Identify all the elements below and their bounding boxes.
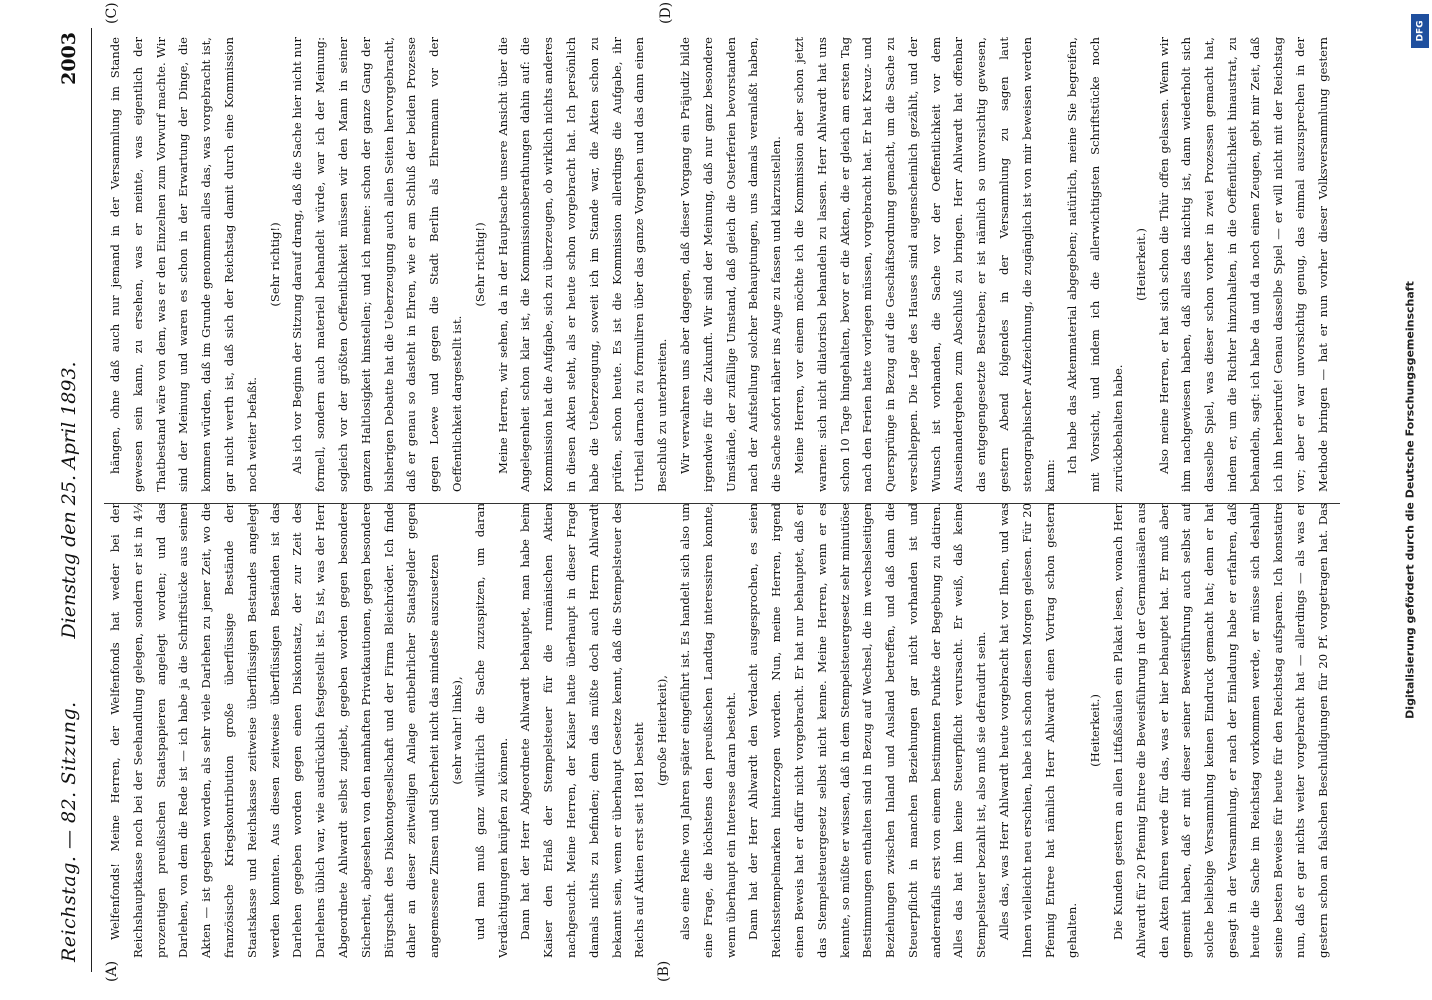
right-column-paragraph: Wir verwahren uns aber dagegen, daß dieser Vorgang ein Präjudiz bilde irgendwie für die Zukunft. Wir sind der Meinung, daß nur ganz besondere Umstände, der zufällige Umstand, daß gleich die Osterferien bevorstanden nach der Aufstellung solcher Behauptungen, uns damals veranlaßt haben, die Sache sofort näher ins Auge zu fassen und klarzustellen. xyxy=(677,37,784,492)
right-column-paragraph: (Sehr richtig!) xyxy=(267,222,282,307)
right-column-paragraph: hängen, ohne daß auch nur jemand in der Versammlung im Stande gewesen sein kann, zu ersehen, was er meinte, was eigentlich der Thatbestand wäre von dem, was er den Einzelnen zum Vorwurf machte. Wir sind der Meinung und waren es schon in der Erwartung der Dinge, die kommen würden, daß im Grunde genommen alles das, was vorgebracht ist, gar nicht werth ist, daß sich der Reichstag damit durch eine Kommission noch weiter befaßt. xyxy=(108,37,259,492)
credit-text: Digitalisierung gefördert durch die Deutsche Forschungsgemeinschaft xyxy=(1403,281,1417,719)
margin-mark-b: (B) xyxy=(656,960,672,982)
header-rule xyxy=(91,28,92,972)
column-divider xyxy=(104,503,1340,504)
left-column xyxy=(104,503,1340,958)
right-column-paragraph: Meine Herren, vor einem möchte ich die Kommission aber schon jetzt warnen: sich nicht dilatorisch behandeln zu lassen. Herr Ahlwardt hat uns schon 10 Tage hingehalten, bevor er die Akten, die er gleich am ersten Tag nach den Ferien hatte vorlegen müssen, vorgebracht hat. Er hat Kreuz- und Quersprünge in Bezug auf die Geschäftsordnung gemacht, um die Sache zu verschleppen. Die Lage des Hauses sind augenscheinlich gezählt, und der Wunsch ist vorhanden, die Sache vor der Oeffentlichkeit vor dem Auseinandergehen zum Abschluß zu bringen. Herr Ahlwardt hat offenbar das entgegengesetzte Bestreben; er ist nämlich so unvorsichtig gewesen, gestern Abend folgendes in der Versammlung zu sagen laut stenographischer Aufzeichnung, die zugänglich ist von mir beweisen werden kann: xyxy=(791,37,1057,492)
dfg-logo xyxy=(1411,14,1429,48)
left-column-paragraph: Die Kunden gestern an allen Litfaßsäulen ein Plakat lesen, wonach Herr Ahlwardt für 20 Pfennig Entree die Beweisführung in der Germaniasälen aus den Akten führen werde für das, was er hier behauptet hat. Er muß aber gemeint haben, daß er mit dieser seiner Beweisführung auch selbst auf solche beliebige Versammlung keinen Eindruck gemacht hat; denn er hat gesagt in der Versammlung, er nach der Einladung habe er erfahren, daß heute die Sache im Reichstag vorkommen werde, er müsse sich deshalb seine besten Beweise für heute für den Reichstag aufsparen. Ich konstatire nun, daß er gar nichts weiter vorgebracht hat — allerdings — als was er gestern schon an falschen Beschuldigungen für 20 Pf. vorgetragen hat. Das xyxy=(1111,503,1331,958)
right-column-paragraph: Also meine Herren, er hat sich schon die Thür offen gelassen. Wenn wir ihm nachgewiesen haben, daß alles das nichtig ist, dann wiederholt sich dasselbe Spiel, was dieser schon vorher in zwei Prozessen gemacht hat, indem er, um die Richter hinzuhalten, in die Oeffentlichkeit hinaustrat, zu behandeln, sagt: ich habe da und da noch einen Zeugen, gebt mir Zeit, daß ich ihn herbeirufe! Genau dasselbe Spiel — er will nicht mit der Reichstag vor; aber er war unvorsichtig genug, das einmal auszusprechen in der Methode bringen — hat er nun vorher dieser Volksversammlung gestern xyxy=(1156,37,1331,492)
left-column-paragraph: Dann hat der Herr Ahlwardt den Verdacht ausgesprochen, es seien Reichsstempelmarken hinterzogen worden. Nun, meine Herren, irgend einen Beweis hat er dafür nicht vorgebracht. Er hat nur behauptet, daß er das Stempelsteuergesetz selbst nicht kenne. Meine Herren, wenn er es kennte, so müßte er wissen, daß in dem Stempelsteuergesetz sehr minutiöse Bestimmungen enthalten sind in Bezug auf Wechsel, die im wechselseitigen Beziehungen zwischen Inland und Ausland betreffen, und daß dann die Steuerpflicht in manchen Beziehungen gar nicht vorhanden ist und anderenfalls erst von einem bestimmten Punkte der Begebung zu datiren. Alles das hat ihm keine Steuerpflicht verursacht. Er weiß, daß keine Stempelsteuer bezahlt ist, also muß sie defraudirt sein. xyxy=(746,503,989,958)
right-column-paragraph: Meine Herren, wir sehen, da in der Hauptsache unsere Ansicht über die Angelegenheit schon klar ist, die Kommissionsberathungen dahin auf: die Kommission hat die Aufgabe, sich zu überzeugen, ob wirklich nichts anderes in diesen Akten steht, als er heute schon vorgebracht hat. Ich persönlich habe die Ueberzeugung, soweit ich im Stande war, die Akten schon zu prüfen, schon heute. Es ist die Kommission allerdings die Aufgabe, ihr Urtheil darnach zu formuliren über das ganze Vorgehen und das dann einen Beschluß zu unterbreiten. xyxy=(495,37,670,492)
margin-mark-c: (C) xyxy=(104,2,120,24)
margin-mark-a: (A) xyxy=(104,960,120,982)
digitization-credit xyxy=(1388,0,1432,1000)
left-column-paragraph: Dann hat der Herr Abgeordnete Ahlwardt behauptet, man habe beim Kaiser den Erlaß der Stempelsteuer für die rumänischen Aktien nachgesucht. Meine Herren, der Kaiser hatte überhaupt in dieser Frage damals nichts zu befinden; denn das müßte doch auch Herrn Ahlwardt bekannt sein, wenn er überhaupt Gesetze kennt, daß die Stempelsteuer des Reichs auf Aktien erst seit 1881 besteht xyxy=(518,503,647,958)
left-column-paragraph: Alles das, was Herr Ahlwardt heute vorgebracht hat vor Ihnen, und was Ihnen vielleicht neu erschien, habe ich schon diesen Morgen gelesen. Für 20 Pfennig Entree hat nämlich Herr Ahlwardt einen Vortrag schon gestern gehalten. xyxy=(997,503,1080,958)
right-column-paragraph: Ich habe das Aktenmaterial abgegeben; natürlich, meine Sie begreifen, mit Vorsicht, und indem ich die allerwichtigsten Schriftstücke noch zurückbehalten habe. xyxy=(1065,37,1126,492)
page-header xyxy=(52,28,92,972)
left-column-paragraph: also eine Reihe von Jahren später eingeführt ist. Es handelt sich also um eine Frage, die höchstens den preußischen Landtag interessiren konnte, wenn überhaupt ein Interesse daran besteht. xyxy=(677,503,738,958)
dfg-logo-text: DFG xyxy=(1415,20,1426,42)
right-column-paragraph: (Heiterkeit.) xyxy=(1133,228,1148,301)
header-session: Reichstag. — 82. Sitzung. xyxy=(58,701,80,962)
left-column-paragraph: (sehr wahr! links), xyxy=(449,676,464,785)
header-date: Dienstag den 25. April 1893. xyxy=(58,361,80,639)
page-number: 2003 xyxy=(58,32,80,85)
right-column xyxy=(104,37,1340,492)
margin-mark-d: (D) xyxy=(658,1,674,24)
left-column-paragraph: (Heiterkeit.) xyxy=(1088,694,1103,767)
left-column-paragraph: (große Heiterkeit), xyxy=(655,675,670,786)
left-column-paragraph: und man muß ganz willkürlich die Sache zuzuspitzen, um daran Verdächtigungen knüpfen zu können. xyxy=(472,503,510,958)
left-column-paragraph: Welfenfonds! Meine Herren, der Welfenfonds hat weder bei der Reichshauptkasse noch bei der Seehandlung gelegen, sondern er ist in 4½ prozentigen preußischen Staatspapieren angelegt worden; und das Darlehen, von dem die Rede ist — ich habe ja die Schriftstücke aus seinen Akten — ist gegeben worden, als sehr viele Darlehen zu jener Zeit, wo die französische Kriegskontribution große überflüssige Bestände der Staatskasse und Reichskasse zeitweise überflüssigen Bestandes angelegt werden konnten. Aus diesen zeitweise überflüssigen Beständen ist das Darlehen gegeben worden gegen einen Diskontsatz, der zur Zeit des Darlehens üblich war, wie ausdrücklich festgestellt ist. Es ist, was der Herr Abgeordnete Ahlwardt selbst zugiebt, gegeben worden gegen besondere Sicherheit, abgesehen von den namhaften Privatkautionen, gegen besondere Bürgschaft des Diskontogesellschaft und der Firma Bleichröder. Ich finde daher an dieser zeitweiligen Anlage entbehrlicher Staatsgelder gegen angemessene Zinsen und Sicherheit nicht das mindeste auszusetzen xyxy=(108,503,442,958)
right-column-paragraph: (Sehr richtig!) xyxy=(472,222,487,307)
right-column-paragraph: Als ich vor Beginn der Sitzung darauf drang, daß die Sache hier nicht nur formell, sondern auch materiell behandelt würde, war ich der Meinung: sogleich vor der größten Oeffentlichkeit müssen wir den Mann in seiner ganzen Haltlosigkeit hinstellen; und ich meine: schon der ganze Gang der bisherigen Debatte hat die Ueberzeugung auch allen Seiten hervorgebracht, daß er genau so dasteht in Ehren, wie er am Schluß der beiden Prozesse gegen Loewe und gegen die Stadt Berlin als Ehrenmann vor der Oeffentlichkeit dargestellt ist. xyxy=(290,37,464,492)
